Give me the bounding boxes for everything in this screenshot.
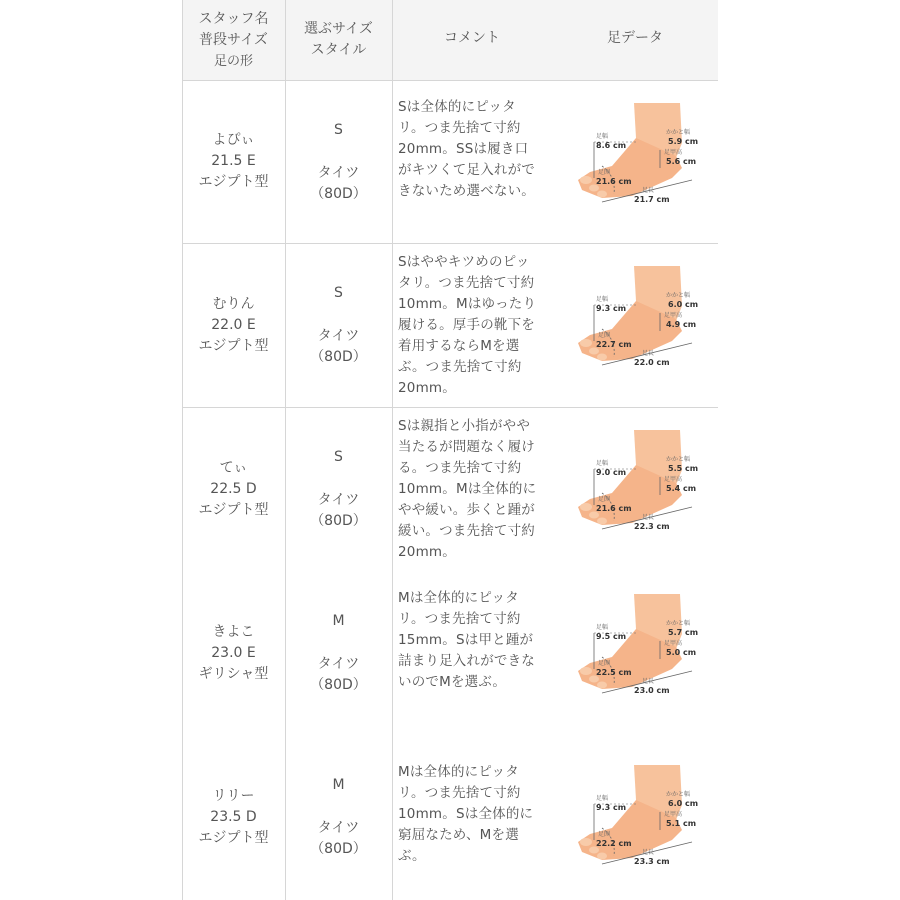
comment-text: Sは親指と小指がやや当たるが問題なく履ける。つま先捨て寸約10mm。Mは全体的にやや緩い。歩くと踵が緩い。つま先捨て寸約20mm。: [398, 418, 537, 560]
comment-text: Mは全体的にピッタリ。つま先捨て寸約15mm。Sは甲と踵が詰まり足入れができないのでMを選ぶ。: [398, 590, 535, 690]
foot-data-illustration: [572, 98, 712, 213]
foot-data-illustration: [572, 760, 712, 875]
style-name: タイツ: [317, 165, 360, 181]
foot-data-illustration: [572, 261, 712, 376]
header-staff-name: スタッフ名: [198, 10, 269, 27]
size-comparison-table: [182, 0, 718, 900]
staff-name: よぴぃ: [212, 132, 255, 148]
girth-value: 21.6 cm: [596, 504, 632, 513]
usual-size: 23.5 D: [210, 809, 257, 825]
width-value: 8.6 cm: [596, 141, 627, 150]
width-label: 足幅: [596, 296, 609, 303]
denier: （80D）: [310, 677, 367, 693]
heel-value: 5.5 cm: [668, 464, 699, 473]
size-cell: [285, 80, 392, 205]
header-choose-size: 選ぶサイズ: [304, 21, 373, 37]
foot-shape: エジプト型: [198, 501, 269, 518]
girth-label: 足囲: [598, 831, 611, 838]
toe-icon: [597, 682, 607, 689]
header-comment-label: コメント: [444, 30, 500, 46]
style-name: タイツ: [317, 820, 360, 836]
heel-label: かかと幅: [666, 129, 691, 136]
header-foot-shape: 足の形: [213, 53, 253, 69]
heel-label: かかと幅: [666, 791, 691, 798]
foot-diagram: [572, 589, 712, 704]
staff-cell: [182, 80, 285, 243]
instep-label: 足甲高: [664, 149, 683, 156]
instep-value: 4.9 cm: [666, 320, 697, 329]
comment-text: Mは全体的にピッタリ。つま先捨て寸約10mm。Sは全体的に窮屈なため、Mを選ぶ。: [398, 764, 534, 864]
width-value: 9.3 cm: [596, 803, 627, 812]
staff-name: むりん: [212, 295, 255, 312]
table-row: [182, 243, 718, 407]
length-label: 足長: [642, 514, 655, 521]
girth-label: 足囲: [598, 660, 611, 667]
denier: （80D）: [310, 349, 367, 365]
length-label: 足長: [642, 678, 655, 685]
usual-size: 21.5 E: [211, 153, 256, 169]
width-label: 足幅: [596, 460, 609, 467]
instep-label: 足甲高: [664, 811, 683, 818]
length-value: 22.0 cm: [634, 358, 670, 367]
toe-icon: [597, 354, 607, 361]
foot-shape: ギリシャ型: [198, 665, 269, 682]
usual-size: 22.0 E: [211, 316, 256, 333]
toe-icon: [580, 667, 592, 675]
foot-diagram: [572, 425, 712, 540]
instep-value: 5.6 cm: [666, 157, 697, 166]
length-label: 足長: [642, 187, 655, 194]
toe-icon: [580, 176, 592, 184]
width-value: 9.5 cm: [596, 632, 627, 641]
length-value: 23.3 cm: [634, 857, 670, 866]
heel-value: 6.0 cm: [668, 799, 699, 808]
width-label: 足幅: [596, 795, 609, 802]
girth-value: 21.6 cm: [596, 177, 632, 186]
staff-cell: [182, 407, 285, 571]
width-value: 9.3 cm: [596, 304, 627, 313]
instep-label: 足甲高: [664, 476, 683, 483]
comment-text: Sは全体的にピッタリ。つま先捨て寸約20mm。SSは履き口がキツくて足入れができないため選べない。: [398, 99, 535, 199]
staff-cell: [182, 243, 285, 407]
instep-value: 5.1 cm: [666, 819, 697, 828]
header-comment: [392, 0, 552, 80]
length-value: 22.3 cm: [634, 522, 670, 531]
table-header: [182, 0, 718, 80]
girth-value: 22.7 cm: [596, 340, 632, 349]
toe-icon: [580, 838, 592, 846]
header-staff: [182, 0, 285, 80]
staff-cell: [182, 571, 285, 735]
size-cell: [285, 243, 392, 368]
denier: （80D）: [310, 186, 367, 202]
toe-icon: [597, 853, 607, 860]
foot-data-illustration: [572, 589, 712, 704]
girth-label: 足囲: [598, 332, 611, 339]
width-label: 足幅: [596, 133, 609, 140]
toe-icon: [597, 191, 607, 198]
header-style: スタイル: [310, 42, 367, 58]
chosen-size: S: [334, 449, 343, 465]
header-foot-data-label: 足データ: [607, 30, 663, 46]
length-label: 足長: [642, 350, 655, 357]
width-value: 9.0 cm: [596, 468, 627, 477]
usual-size: 23.0 E: [211, 644, 256, 661]
heel-label: かかと幅: [666, 620, 691, 627]
header-size: [285, 0, 392, 80]
chosen-size: S: [334, 122, 343, 138]
chosen-size: M: [332, 613, 345, 629]
heel-value: 6.0 cm: [668, 300, 699, 309]
size-cell: [285, 571, 392, 696]
foot-data-illustration: [572, 425, 712, 540]
instep-label: 足甲高: [664, 640, 683, 647]
length-label: 足長: [642, 849, 655, 856]
foot-shape: エジプト型: [198, 337, 269, 354]
table-row: [182, 407, 718, 571]
style-name: タイツ: [317, 656, 360, 672]
instep-label: 足甲高: [664, 312, 683, 319]
denier: （80D）: [310, 841, 367, 857]
toe-icon: [580, 339, 592, 347]
header-foot-data: [552, 0, 718, 80]
size-cell: [285, 407, 392, 532]
staff-name: てぃ: [219, 459, 248, 476]
comment-text: Sはややキツめのピッタリ。つま先捨て寸約10mm。Mはゆったり履ける。厚手の靴下を着用するならMを選ぶ。つま先捨て寸約20mm。: [398, 254, 537, 396]
heel-label: かかと幅: [666, 292, 691, 299]
foot-shape: エジプト型: [198, 174, 269, 190]
length-value: 21.7 cm: [634, 195, 670, 204]
foot-shape: エジプト型: [198, 830, 269, 846]
instep-value: 5.4 cm: [666, 484, 697, 493]
style-name: タイツ: [317, 328, 360, 344]
girth-label: 足囲: [598, 169, 611, 176]
girth-value: 22.2 cm: [596, 839, 632, 848]
chosen-size: S: [334, 285, 343, 301]
table-row: [182, 571, 718, 735]
length-value: 23.0 cm: [634, 686, 670, 695]
staff-cell: [182, 735, 285, 900]
toe-icon: [597, 518, 607, 525]
heel-value: 5.9 cm: [668, 137, 699, 146]
header-usual-size: 普段サイズ: [199, 31, 268, 48]
toe-icon: [580, 503, 592, 511]
chosen-size: M: [332, 777, 345, 793]
foot-diagram: [572, 98, 712, 213]
girth-value: 22.5 cm: [596, 668, 632, 677]
staff-name: きよこ: [212, 623, 255, 640]
instep-value: 5.0 cm: [666, 648, 697, 657]
size-cell: [285, 735, 392, 860]
denier: （80D）: [310, 513, 367, 529]
foot-diagram: [572, 760, 712, 875]
foot-diagram: [572, 261, 712, 376]
style-name: タイツ: [317, 492, 360, 508]
heel-value: 5.7 cm: [668, 628, 699, 637]
table-row: [182, 80, 718, 243]
table-row: [182, 735, 718, 900]
usual-size: 22.5 D: [210, 480, 257, 497]
heel-label: かかと幅: [666, 456, 691, 463]
girth-label: 足囲: [598, 496, 611, 503]
staff-name: リリー: [212, 788, 255, 804]
width-label: 足幅: [596, 624, 609, 631]
